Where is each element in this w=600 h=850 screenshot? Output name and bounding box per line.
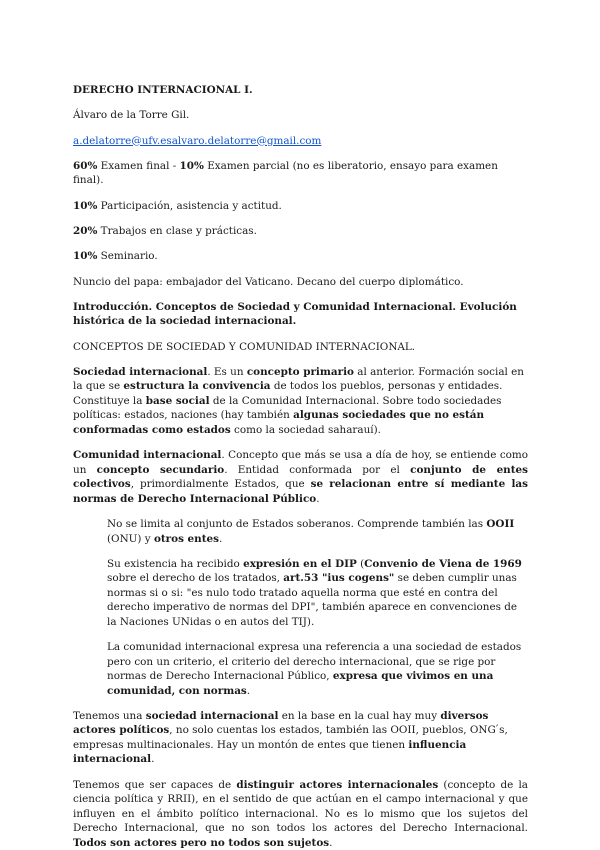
grading-seminar: 10% Seminario. [73,250,158,263]
paragraph-estados: No se limita al conjunto de Estados soberanos. Comprende también las OOII (ONU) y otros entes. [107,518,515,545]
email-link-ufv[interactable]: a.delatorre@ufv.es [73,134,172,147]
paragraph-comunidad: Comunidad internacional. Concepto que más se usa a día de hoy, se entiende como un concepto secundario. Entidad conformada por el conjunto de entes colectivos, primordialmente Estados, que se relacionan entre sí mediante las normas de Derecho Internacional Público. [73,449,529,505]
intro-heading: Introducción. Conceptos de Sociedad y Comunidad Internacional. Evolución histórica de la sociedad internacional. [73,300,517,328]
grading-participation: 10% Participación, asistencia y actitud. [73,199,282,212]
paragraph-sociedad: Sociedad internacional. Es un concepto primario al anterior. Formación social en la que se estructura la convivencia de todos los pueblos, personas y entidades. Constituye la base social de la Comunidad Internacional. Sobre todo sociedades políticas: estados, naciones (hay también algunas sociedades que no están conformadas como estados como la sociedad saharauí). [73,365,524,436]
grading-exams: 60% Examen final - 10% Examen parcial (no es liberatorio, ensayo para examen final). [73,159,498,187]
document-body [73,83,528,850]
section-heading: CONCEPTOS DE SOCIEDAD Y COMUNIDAD INTERNACIONAL. [73,340,416,353]
professor-name: Álvaro de la Torre Gil. [73,109,190,122]
paragraph-existencia: Su existencia ha recibido expresión en el DIP (Convenio de Viena de 1969 sobre el derecho de los tratados, art.53 "ius cogens" se deben cumplir unas normas si o si: "es nulo todo tratado aquella norma que esté en contra del derecho imperativo de normas del DPI", también aparece en convenciones de la Naciones UNidas o en autos del TIJ). [107,557,522,628]
paragraph-expresa: La comunidad internacional expresa una referencia a una sociedad de estados pero con un criterio, el criterio del derecho internacional, que se rige por normas de Derecho Internacional Público, expresa que vivimos en una comunidad, con normas. [107,641,522,697]
email-line [73,134,528,149]
email-link-gmail[interactable]: alvaro.delatorre@gmail.com [171,134,322,147]
grading-work: 20% Trabajos en clase y prácticas. [73,224,257,237]
nuncio-note: Nuncio del papa: embajador del Vaticano. Decano del cuerpo diplomático. [73,275,464,288]
document-title: DERECHO INTERNACIONAL I. [73,84,253,96]
paragraph-distinguir: Tenemos que ser capaces de distinguir actores internacionales (concepto de la ciencia política y RRII), en el sentido de que actúan en el campo internacional y que influyen en el ámbito político internacional. No es lo mismo que los sujetos del Derecho Internacional, que no son todos los actores del Derecho Internacional. Todos son actores pero no todos son sujetos. [73,778,528,849]
paragraph-actores: Tenemos una sociedad internacional en la base en la cual hay muy diversos actores políticos, no solo cuentas los estados, también las OOII, pueblos, ONG ́s, empresas multinacionales. Hay un montón de entes que tienen influencia internacional. [73,709,508,766]
